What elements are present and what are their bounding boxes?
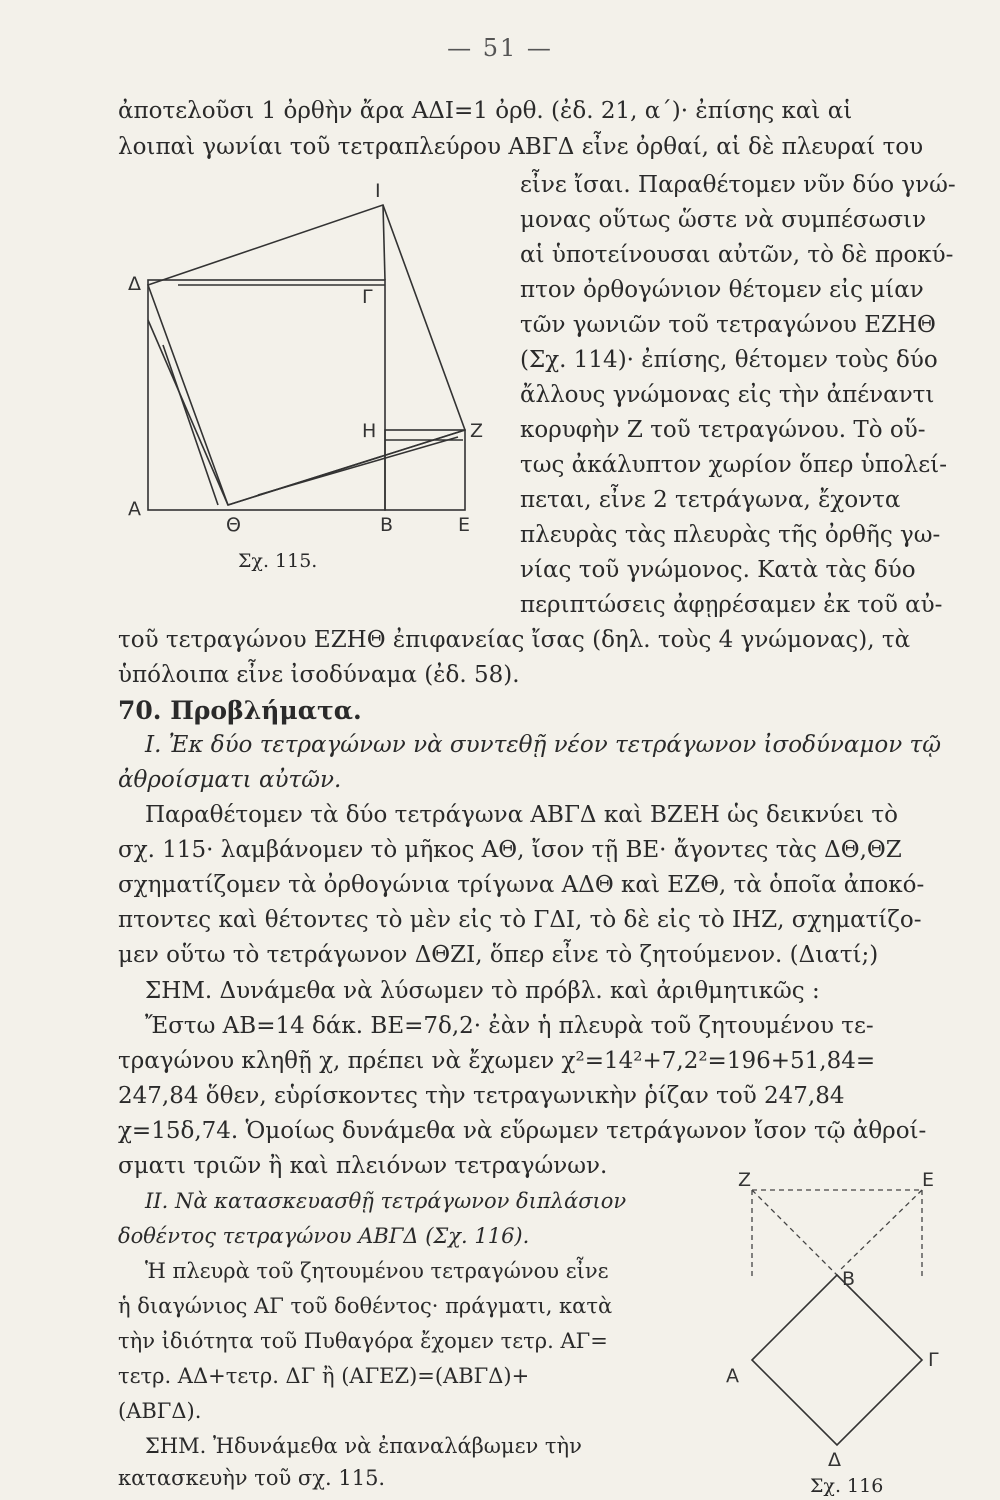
label-Z: Ζ	[470, 420, 484, 442]
text-line: λοιπαὶ γωνίαι τοῦ τετραπλεύρου ΑΒΓΔ εἶνε ὀρθαί, αἱ δὲ πλευραί του	[118, 134, 924, 160]
line-d-th	[148, 320, 228, 505]
label-Th: Θ	[226, 514, 241, 536]
note-line: Ἔστω ΑΒ=14 δάκ. ΒΕ=7δ,2· ἐὰν ἡ πλευρὰ τοῦ ζητουμένου τε-	[145, 1013, 874, 1039]
figure-caption: Σχ. 115.	[238, 550, 318, 572]
square-abgd	[148, 280, 385, 510]
text-line: ἀποτελοῦσι 1 ὀρθὴν ἄρα ΑΔΙ=1 ὀρθ. (ἐδ. 21, α΄)· ἐπίσης καὶ αἱ	[118, 98, 853, 124]
label-A: Α	[128, 498, 141, 520]
text-line: τως ἀκάλυπτον χωρίον ὅπερ ὑπολεί-	[520, 452, 947, 478]
note-line: σματι τριῶν ἢ καὶ πλειόνων τετραγώνων.	[118, 1153, 608, 1179]
page-number: — 51 —	[447, 34, 553, 62]
text-line: πλευρὰς τὰς πλευρὰς τῆς ὀρθῆς γω-	[520, 522, 941, 548]
figure-115	[118, 175, 518, 575]
label-I: I	[375, 180, 381, 202]
text-line: μονας οὕτως ὥστε νὰ συμπέσωσιν	[520, 207, 927, 233]
text-line: μεν οὕτω τὸ τετράγωνον ΔΘΖΙ, ὅπερ εἶνε τὸ ζητούμενον. (Διατί;)	[118, 942, 879, 968]
square-abgd-116	[752, 1275, 922, 1445]
label-Z: Z	[738, 1170, 752, 1191]
label-B: Β	[380, 514, 394, 536]
label-H: Η	[362, 420, 377, 442]
text-line: εἶνε ἴσαι. Παραθέτομεν νῦν δύο γνώ-	[520, 172, 956, 198]
figure-116	[722, 1170, 962, 1490]
text-line: νίας τοῦ γνώμονος. Κατὰ τὰς δύο	[520, 557, 916, 583]
label-E: Ε	[458, 514, 471, 536]
label-B: B	[842, 1268, 856, 1290]
note-line: τραγώνου κληθῇ χ, πρέπει νὰ ἔχωμεν χ²=14²+7,2²=196+51,84=	[118, 1048, 876, 1074]
text-line: Παραθέτομεν τὰ δύο τετράγωνα ΑΒΓΔ καὶ ΒΖΕΗ ὡς δεικνύει τὸ	[145, 802, 898, 828]
text-line: αἱ ὑποτείνουσαι αὐτῶν, τὸ δὲ προκύ-	[520, 242, 954, 268]
text-line: ἡ διαγώνιος ΑΓ τοῦ δοθέντος· πράγματι, κατὰ	[118, 1294, 613, 1318]
line-i-g	[383, 205, 385, 280]
text-line: πεται, εἶνε 2 τετράγωνα, ἔχοντα	[520, 487, 901, 513]
note-line: ΣΗΜ. Ἠδυνάμεθα νὰ ἐπαναλάβωμεν τὴν	[145, 1434, 582, 1458]
note-line: χ=15δ,74. Ὁμοίως δυνάμεθα νὰ εὕρωμεν τετράγωνον ἴσον τῷ ἀθροί-	[118, 1118, 927, 1144]
text-line: τοῦ τετραγώνου ΕΖΗΘ ἐπιφανείας ἴσας (δηλ. τοὺς 4 γνώμονας), τὰ	[118, 627, 911, 653]
text-line: Ἡ πλευρὰ τοῦ ζητουμένου τετραγώνου εἶνε	[145, 1259, 609, 1283]
problem-title: δοθέντος τετραγώνου ΑΒΓΔ (Σχ. 116).	[118, 1224, 530, 1248]
label-G: Γ	[928, 1349, 939, 1371]
text-line: σχ. 115· λαμβάνομεν τὸ μῆκος ΑΘ, ἴσον τῇ ΒΕ· ἄγοντες τὰς ΔΘ,ΘΖ	[118, 837, 902, 863]
text-line: ὑπόλοιπα εἶνε ἰσοδύναμα (ἐδ. 58).	[118, 662, 520, 688]
text-line: περιπτώσεις ἀφῃρέσαμεν ἐκ τοῦ αὐ-	[520, 592, 943, 618]
text-line: τῶν γωνιῶν τοῦ τετραγώνου ΕΖΗΘ	[520, 312, 936, 338]
note-line: κατασκευὴν τοῦ σχ. 115.	[118, 1466, 386, 1490]
text-line: κορυφὴν Ζ τοῦ τετραγώνου. Τὸ οὕ-	[520, 417, 926, 443]
problem-title: II. Νὰ κατασκευασθῇ τετράγωνον διπλάσιον	[145, 1189, 627, 1213]
note-line: ΣΗΜ. Δυνάμεθα νὰ λύσωμεν τὸ πρόβλ. καὶ ἀριθμητικῶς :	[145, 978, 820, 1004]
label-G: Γ	[362, 286, 373, 308]
text-line: (ΑΒΓΔ).	[118, 1399, 202, 1423]
square-dthzi	[148, 205, 465, 505]
label-A: Α	[726, 1365, 739, 1387]
label-D: Δ	[828, 1449, 841, 1471]
section-heading: 70. Προβλήματα.	[118, 696, 362, 725]
figure-caption: Σχ. 116	[810, 1475, 884, 1497]
text-line: σχηματίζομεν τὰ ὀρθογώνια τρίγωνα ΑΔΘ καὶ ΕΖΘ, τὰ ὁποῖα ἀποκό-	[118, 872, 925, 898]
note-line: 247,84 ὅθεν, εὑρίσκοντες τὴν τετραγωνικὴν ῥίζαν τοῦ 247,84	[118, 1083, 845, 1109]
problem-title: I. Ἐκ δύο τετραγώνων νὰ συντεθῇ νέον τετράγωνον ἰσοδύναμον τῷ	[145, 732, 941, 758]
problem-title: ἀθροίσματι αὐτῶν.	[118, 767, 342, 793]
text-line: (Σχ. 114)· ἐπίσης, θέτομεν τοὺς δύο	[520, 347, 938, 373]
text-line: τετρ. ΑΔ+τετρ. ΔΓ ἢ (ΑΓΕΖ)=(ΑΒΓΔ)+	[118, 1364, 530, 1388]
line-inner-2	[258, 437, 458, 495]
text-line: ἄλλους γνώμονας εἰς τὴν ἀπέναντι	[520, 382, 935, 408]
text-line: τὴν ἰδιότητα τοῦ Πυθαγόρα ἔχομεν τετρ. ΑΓ=	[118, 1329, 608, 1353]
line-inner	[163, 345, 218, 505]
text-line: πτον ὀρθογώνιον θέτομεν εἰς μίαν	[520, 277, 924, 303]
label-D: Δ	[128, 273, 141, 295]
text-line: πτοντες καὶ θέτοντες τὸ μὲν εἰς τὸ ΓΔΙ, τὸ δὲ εἰς τὸ ΙΗΖ, σχηματίζο-	[118, 907, 922, 933]
dashed-diagonal	[840, 1190, 922, 1270]
label-E: Ε	[922, 1170, 935, 1191]
